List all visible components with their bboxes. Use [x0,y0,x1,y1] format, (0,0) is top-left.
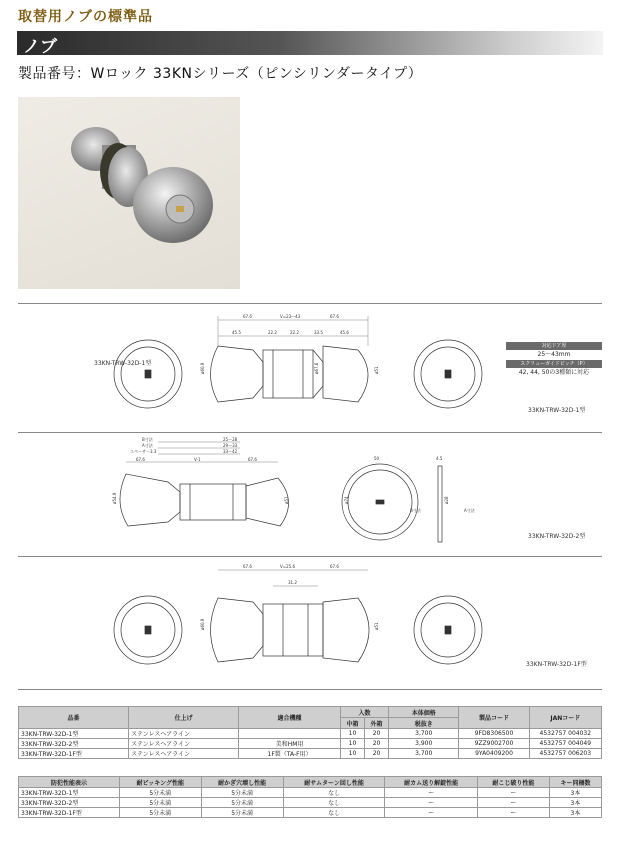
table-cell: 10 [340,729,364,739]
table-cell: 5分未満 [201,808,283,818]
table-cell [239,729,341,739]
table-cell: 33KN-TRW-32D-1型 [19,788,120,798]
table-cell: ー [385,788,477,798]
spec-pitch-label: スクリューガイドピッチ（P） [506,360,602,368]
table-cell: 4532757 004032 [529,729,601,739]
col-header: 耐サムターン回し性能 [283,777,385,788]
table-cell: なし [283,788,385,798]
table-cell: 20 [365,729,389,739]
table-cell: 3,900 [389,739,459,749]
col-header: 品番 [19,707,129,729]
col-subheader: 外箱 [365,718,389,729]
table-cell: ステンレスヘアライン [129,739,239,749]
dim-d2-spacer: スペーサー3.3 [130,449,157,454]
dim-d1-top-left: 67.6 [243,314,252,319]
spec-pitch-value: 42, 44, 50の3種類に対応 [518,369,590,376]
section-banner [17,31,603,55]
table-cell: 9FD8306500 [459,729,529,739]
table-cell: なし [283,798,385,808]
drawing-2-model: 33KN-TRW-32D-2型 [528,533,586,540]
table-cell: 1F製（TA-F用） [239,749,341,759]
col-header: 仕上げ [129,707,239,729]
table-cell: 美和HM用 [239,739,341,749]
price-table [18,706,602,759]
dim-d2-a: A寸法 [142,443,153,448]
col-header: JANコード [529,707,601,729]
dim-d2-left: 67.6 [136,457,145,462]
table-cell: ー [477,808,549,818]
table-row [19,788,602,798]
divider [18,689,602,690]
table-cell: 3本 [549,788,601,798]
brand-title: 取替用ノブの標準品 [18,9,153,25]
col-header: 耐ピッキング性能 [120,777,202,788]
dim-d2-side-4: 50 [374,456,380,461]
col-subheader: 税抜き [389,718,459,729]
table-cell: ー [385,808,477,818]
table-cell: 4532757 006203 [529,749,601,759]
dim-d2-side-8: A寸法 [464,508,475,513]
dim-d2-right: 67.6 [248,457,257,462]
dim-d1-mid-2: 22.2 [268,330,277,335]
table-cell: 3本 [549,808,601,818]
dim-d1-mid-5: 45.6 [340,330,349,335]
dim-d2-side-1: ø54.9 [112,492,117,504]
table-row [19,749,602,759]
table-cell: 33KN-TRW-32D-1F型 [19,749,129,759]
table-cell: 20 [365,749,389,759]
table-cell: ステンレスヘアライン [129,749,239,759]
table-cell: 9YA0409200 [459,749,529,759]
dim-d1-side-1: ø60.9 [200,362,205,374]
dim-d3-top-left: 67.6 [243,564,252,569]
spec-door-thickness-value: 25～43mm [537,351,571,358]
table-row [19,729,602,739]
col-header: 耐かぎ穴壊し性能 [201,777,283,788]
table-cell: 3本 [549,798,601,808]
divider [18,432,602,433]
table-cell: ー [385,798,477,808]
dim-d3-top-right: 67.6 [330,564,339,569]
table-cell: 20 [365,739,389,749]
dim-d1-mid-3: 22.2 [290,330,299,335]
table-cell: 33KN-TRW-32D-2型 [19,798,120,808]
drawing-3 [18,558,602,686]
dim-d2-side-2: ø51 [284,496,289,504]
table-cell: 10 [340,749,364,759]
table-cell: 5分未満 [120,798,202,808]
table-cell: 4532757 004049 [529,739,601,749]
dim-d2-range-1: 25～28 [223,437,238,442]
divider [18,303,602,304]
col-header: 耐カム送り解錠性能 [385,777,477,788]
table-cell: 3,700 [389,729,459,739]
table-cell: 5分未満 [201,788,283,798]
dim-d2-v: V-1 [194,457,201,462]
table-cell: 9ZZ9002700 [459,739,529,749]
dim-d2-range-2: 29～33 [223,443,238,448]
col-header: キー同梱数 [549,777,601,788]
spec-door-thickness-label: 対応ドア厚 [506,342,602,350]
dim-d3-inner: 31.2 [288,580,297,585]
section-title: ノブ [23,37,57,57]
dim-d2-b: B寸法 [142,437,153,442]
door-knob-photo [18,97,240,289]
col-header: 入数 [340,707,388,718]
table-cell: 33KN-TRW-32D-2型 [19,739,129,749]
dim-d1-top-right: 67.6 [330,314,339,319]
table-cell: 5分未満 [120,788,202,798]
drawing-1-model: 33KN-TRW-32D-1型 [528,407,586,414]
col-header: 適合機種 [239,707,341,729]
col-header: 耐こじ破り性能 [477,777,549,788]
table-cell: 5分未満 [120,808,202,818]
dim-d1-side-3: ø51 [374,366,379,374]
dim-d3-side-1: ø60.9 [200,618,205,630]
table-cell: 3,700 [389,749,459,759]
photo-caption: 33KN-TRW-32D-1型 [94,360,152,367]
dim-d3-top-center: V=25.6 [280,564,295,569]
table-cell: 5分未満 [201,798,283,808]
col-header: 防犯性能表示 [19,777,120,788]
dim-d2-side-7: B寸法 [410,508,421,513]
col-header: 本体価格 [389,707,459,718]
table-cell: 33KN-TRW-32D-1型 [19,729,129,739]
spec-box [506,342,602,378]
dim-d1-side-2: ø67.6 [314,362,319,374]
dim-d2-side-6: ø28 [444,496,449,504]
dim-d1-mid-1: 45.5 [232,330,241,335]
dim-d2-side-5: 4.5 [436,456,443,461]
dim-d2-side-3: ø74 [344,496,349,504]
divider [18,556,602,557]
col-subheader: 中箱 [340,718,364,729]
dim-d1-mid-4: 33.5 [314,330,323,335]
dim-d3-side-2: ø51 [374,622,379,630]
drawing-3-model: 33KN-TRW-32D-1F型 [526,661,587,668]
product-title: 製品番号：Wロック 33KNシリーズ（ピンシリンダータイプ） [18,66,423,82]
table-cell: ー [477,798,549,808]
dim-d1-top-center: V=23～43 [280,314,301,319]
security-table [18,776,602,818]
table-cell: ー [477,788,549,798]
col-header: 製品コード [459,707,529,729]
table-cell: 33KN-TRW-32D-1F型 [19,808,120,818]
table-cell: なし [283,808,385,818]
dim-d2-range-3: 33～42 [223,449,238,454]
table-row [19,739,602,749]
table-cell: ステンレスヘアライン [129,729,239,739]
drawing-2 [18,434,602,554]
table-row [19,798,602,808]
table-cell: 10 [340,739,364,749]
table-row [19,808,602,818]
